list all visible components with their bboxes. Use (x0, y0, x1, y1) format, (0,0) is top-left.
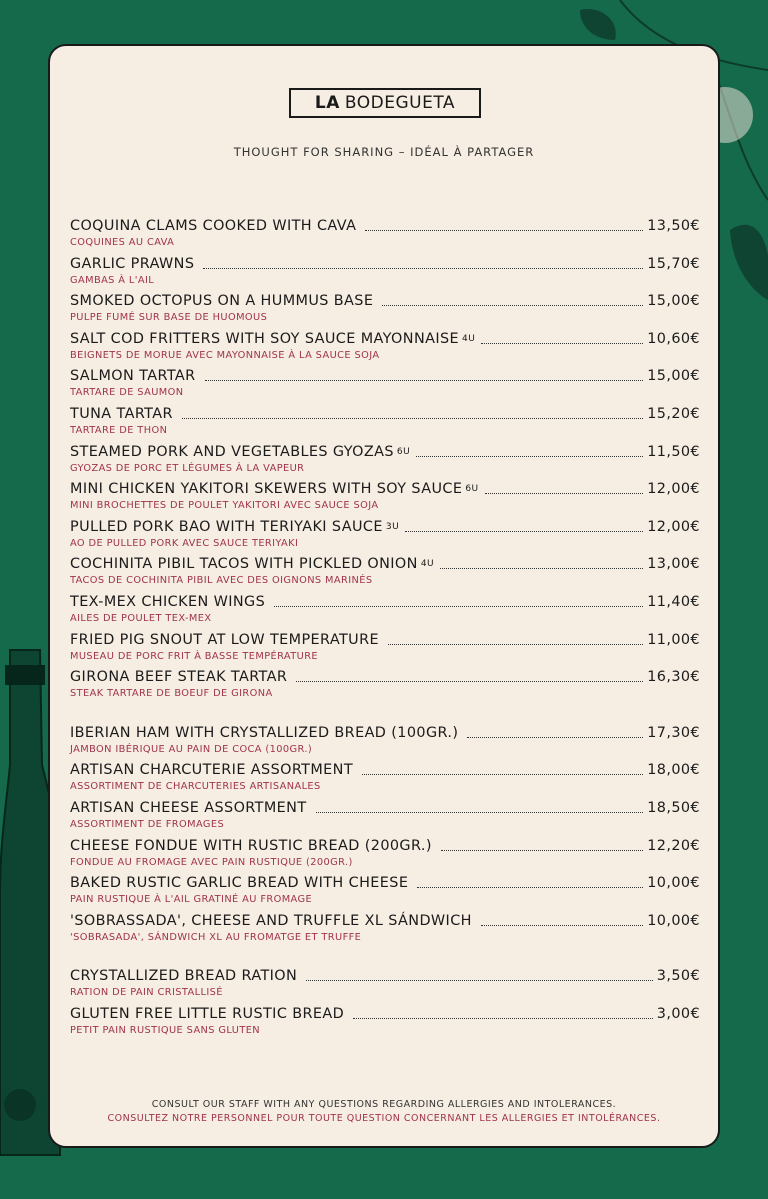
menu-item-french-name: AILES DE POULET TEX-MEX (70, 612, 212, 624)
menu-item-name: ARTISAN CHARCUTERIE ASSORTMENT (70, 762, 354, 779)
menu-item-price: 15,20€ (647, 405, 700, 422)
menu-item-price: 18,00€ (647, 762, 700, 779)
menu-item-line (70, 406, 700, 422)
menu-item-name: STEAMED PORK AND VEGETABLES GYOZAS (70, 443, 394, 460)
menu-item-line (70, 331, 700, 347)
dot-leader (182, 418, 643, 419)
menu-item-line (70, 913, 700, 929)
menu-item-name: BAKED RUSTIC GARLIC BREAD WITH CHEESE (70, 875, 409, 892)
menu-item-name: PULLED PORK BAO WITH TERIYAKI SAUCE (70, 518, 383, 535)
menu-item-line (70, 968, 700, 984)
dot-leader (316, 812, 644, 813)
menu-item-name: FRIED PIG SNOUT AT LOW TEMPERATURE (70, 631, 379, 648)
menu-item-french-name: RATION DE PAIN CRISTALLISÉ (70, 987, 223, 999)
menu-item-name: TEX-MEX CHICKEN WINGS (70, 593, 266, 610)
tagline: THOUGHT FOR SHARING – IDÉAL À PARTAGER (233, 145, 535, 159)
menu-item-name: GARLIC PRAWNS (70, 255, 195, 272)
menu-item-name: SALT COD FRITTERS WITH SOY SAUCE MAYONNAISE (70, 330, 460, 347)
menu-item-price: 15,70€ (647, 255, 700, 272)
menu-item-name: SMOKED OCTOPUS ON A HUMMUS BASE (70, 293, 374, 310)
dot-leader (382, 305, 643, 306)
menu-item-french-name: GAMBAS À L'AIL (70, 274, 155, 286)
menu-item-french-name: ASSORTIMENT DE FROMAGES (70, 818, 225, 830)
section-gap (70, 707, 700, 725)
dot-leader (416, 456, 643, 457)
menu-item (70, 293, 700, 323)
menu-item-price: 16,30€ (647, 669, 700, 686)
menu-item (70, 1006, 700, 1036)
menu-item-french-name: TARTARE DE THON (70, 424, 168, 436)
menu-item-french-name: PAIN RUSTIQUE À L'AIL GRATINÉ AU FROMAGE (70, 894, 313, 906)
menu-item (70, 519, 700, 549)
menu-item-line (70, 838, 700, 854)
dot-leader (388, 644, 643, 645)
brand-logo-bold: LA (314, 93, 340, 113)
menu-item-price: 10,60€ (647, 330, 700, 347)
menu-item-line (70, 725, 700, 741)
menu-item-line (70, 293, 700, 309)
menu-item-name: COCHINITA PIBIL TACOS WITH PICKLED ONION (70, 556, 418, 573)
menu-item-line (70, 594, 700, 610)
dot-leader (485, 493, 644, 494)
menu-item-line (70, 368, 700, 384)
menu-item-line (70, 556, 700, 572)
dot-leader (481, 925, 643, 926)
menu-item (70, 444, 700, 474)
menu-item-line (70, 444, 700, 460)
menu-item (70, 256, 700, 286)
menu-item-name: COQUINA CLAMS COOKED WITH CAVA (70, 218, 357, 234)
menu-item (70, 968, 700, 998)
menu-item-french-name: MINI BROCHETTES DE POULET YAKITORI AVEC SAUCE SOJA (70, 500, 379, 512)
menu-item-name: CHEESE FONDUE WITH RUSTIC BREAD (200GR.) (70, 837, 432, 854)
menu-item-line (70, 481, 700, 497)
dot-leader (274, 606, 643, 607)
menu-item-line (70, 1006, 700, 1022)
menu-item-price: 11,40€ (647, 593, 700, 610)
menu-item-name: SALMON TARTAR (70, 368, 196, 385)
menu-item-price: 12,00€ (647, 518, 700, 535)
menu-item-quantity: 6U (396, 446, 411, 457)
menu-item (70, 368, 700, 398)
dot-leader (481, 343, 643, 344)
menu-item-price: 13,00€ (647, 556, 700, 573)
menu-item (70, 594, 700, 624)
menu-item-price: 12,00€ (647, 481, 700, 498)
dot-leader (205, 380, 644, 381)
menu-item-french-name: JAMBON IBÉRIQUE AU PAIN DE COCA (100GR.) (70, 743, 313, 755)
menu-item-name: ARTISAN CHEESE ASSORTMENT (70, 799, 307, 816)
dot-leader (306, 980, 653, 981)
menu-card (48, 44, 720, 1148)
menu-item-line (70, 762, 700, 778)
dot-leader (365, 230, 643, 231)
allergy-notice-en: CONSULT OUR STAFF WITH ANY QUESTIONS REGARDING ALLERGIES AND INTOLERANCES. (151, 1099, 617, 1110)
dot-leader (467, 737, 643, 738)
menu-item (70, 331, 700, 361)
menu-item-line (70, 800, 700, 816)
dot-leader (353, 1018, 653, 1019)
menu-item-price: 15,00€ (647, 293, 700, 310)
allergy-notice (50, 1099, 718, 1124)
menu-item-price: 3,00€ (656, 1005, 700, 1022)
dot-leader (405, 531, 643, 532)
menu-item (70, 913, 700, 943)
menu-item-line (70, 256, 700, 272)
menu-item (70, 800, 700, 830)
menu-item-french-name: 'SOBRASADA', SÁNDWICH XL AU FROMATGE ET TRUFFE (70, 931, 362, 943)
menu-item (70, 406, 700, 436)
menu-item-quantity: 4U (420, 559, 435, 570)
dot-leader (296, 681, 643, 682)
menu-item-price: 15,00€ (647, 368, 700, 385)
menu-item-quantity: 4U (462, 333, 476, 344)
menu-item-french-name: STEAK TARTARE DE BOEUF DE GIRONA (70, 688, 273, 700)
section-gap (70, 950, 700, 968)
menu-item-line (70, 218, 700, 234)
menu-item-price: 17,30€ (647, 724, 700, 741)
menu-item (70, 669, 700, 699)
menu-item (70, 762, 700, 792)
dot-leader (441, 850, 643, 851)
dot-leader (203, 268, 643, 269)
menu-item-name: MINI CHICKEN YAKITORI SKEWERS WITH SOY SAUCE (70, 481, 463, 498)
allergy-notice-fr: CONSULTEZ NOTRE PERSONNEL POUR TOUTE QUESTION CONCERNANT LES ALLERGIES ET INTOLÉRANCES. (107, 1113, 661, 1124)
menu-item (70, 632, 700, 662)
menu-item-quantity: 3U (385, 521, 400, 532)
menu-item-french-name: COQUINES AU CAVA (70, 237, 175, 248)
menu-item-french-name: MUSEAU DE PORC FRIT À BASSE TEMPÉRATURE (70, 650, 318, 662)
brand-logo (289, 88, 481, 118)
menu-list (70, 218, 700, 1043)
menu-item-name: GLUTEN FREE LITTLE RUSTIC BREAD (70, 1005, 345, 1022)
dot-leader (440, 568, 643, 569)
menu-item-price: 10,00€ (647, 912, 700, 929)
menu-item-line (70, 632, 700, 648)
menu-item-line (70, 669, 700, 685)
menu-item-french-name: GYOZAS DE PORC ET LÉGUMES À LA VAPEUR (70, 462, 305, 474)
menu-item (70, 556, 700, 586)
menu-item-line (70, 875, 700, 891)
menu-item (70, 838, 700, 868)
menu-item-name: 'SOBRASSADA', CHEESE AND TRUFFLE XL SÁNDWICH (70, 912, 472, 929)
menu-item-price: 3,50€ (656, 968, 700, 985)
menu-item-name: CRYSTALLIZED BREAD RATION (70, 968, 298, 985)
dot-leader (417, 887, 643, 888)
menu-item-french-name: BEIGNETS DE MORUE AVEC MAYONNAISE À LA SAUCE SOJA (70, 349, 380, 361)
menu-item-quantity: 6U (465, 484, 479, 495)
menu-item (70, 481, 700, 511)
menu-item-line (70, 519, 700, 535)
menu-item (70, 725, 700, 755)
menu-item-name: IBERIAN HAM WITH CRYSTALLIZED BREAD (100GR.) (70, 724, 459, 741)
menu-item-name: TUNA TARTAR (70, 405, 173, 422)
menu-item-price: 10,00€ (647, 875, 700, 892)
menu-item-french-name: PETIT PAIN RUSTIQUE SANS GLUTEN (70, 1024, 261, 1036)
menu-item-french-name: AO DE PULLED PORK AVEC SAUCE TERIYAKI (70, 537, 299, 549)
dot-leader (362, 774, 643, 775)
menu-item (70, 875, 700, 905)
menu-item-french-name: TACOS DE COCHINITA PIBIL AVEC DES OIGNONS MARINÉS (70, 575, 373, 587)
menu-item-price: 18,50€ (647, 799, 700, 816)
menu-item (70, 218, 700, 248)
menu-item-price: 12,20€ (647, 837, 700, 854)
menu-item-name: GIRONA BEEF STEAK TARTAR (70, 669, 288, 686)
menu-item-price: 11,50€ (647, 443, 700, 460)
menu-item-price: 11,00€ (647, 631, 700, 648)
brand-logo-light: BODEGUETA (344, 93, 456, 113)
menu-item-french-name: ASSORTIMENT DE CHARCUTERIES ARTISANALES (70, 781, 321, 793)
menu-item-french-name: FONDUE AU FROMAGE AVEC PAIN RUSTIQUE (200GR.) (70, 856, 353, 868)
menu-item-price: 13,50€ (647, 218, 700, 234)
menu-item-french-name: PULPE FUMÉ SUR BASE DE HUOMOUS (70, 312, 268, 324)
menu-item-french-name: TARTARE DE SAUMON (70, 387, 184, 399)
